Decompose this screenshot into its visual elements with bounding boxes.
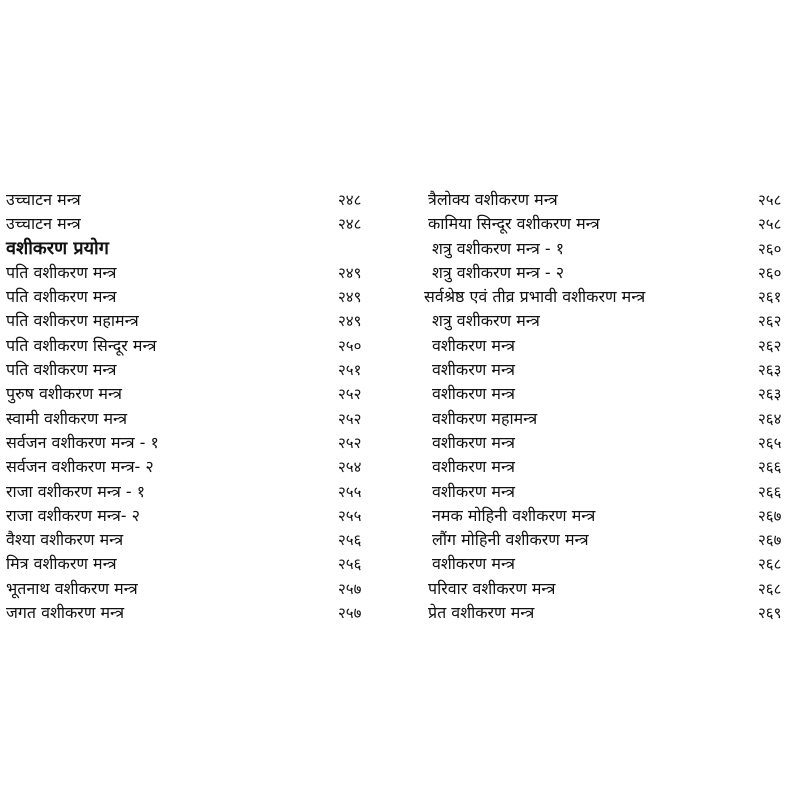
entry-title: स्वामी वशीकरण मन्त्र [6, 408, 128, 428]
entry-page-number: २६२ [758, 312, 782, 331]
entry-page-number: २४८ [338, 191, 362, 209]
entry-title: शत्रु वशीकरण मन्त्र - १ [432, 238, 565, 258]
entry-title: लौंग मोहिनी वशीकरण मन्त्र [432, 530, 589, 550]
index-entry [418, 528, 794, 552]
index-entry [418, 504, 794, 528]
entry-page-number: २५७ [338, 579, 362, 598]
entry-title: वैश्या वशीकरण मन्त्र [6, 530, 124, 550]
index-entry [6, 285, 396, 309]
entry-page-number: २५८ [758, 191, 782, 209]
index-entry [418, 188, 794, 212]
index-entry [418, 261, 794, 285]
entry-page-number: २६७ [758, 531, 782, 550]
entry-title: पति वशीकरण मन्त्र [6, 287, 117, 307]
entry-page-number: २५० [338, 336, 362, 355]
left-index-column [6, 188, 396, 625]
index-entry [418, 358, 794, 382]
index-entry [6, 480, 396, 504]
entry-page-number: २५८ [758, 215, 782, 234]
entry-title: शत्रु वशीकरण मन्त्र [432, 311, 540, 331]
index-entry [418, 285, 794, 309]
entry-page-number: २५५ [338, 482, 362, 501]
index-entry [6, 188, 396, 212]
index-entry [6, 431, 396, 455]
entry-page-number: २६८ [758, 579, 782, 598]
entry-page-number: २६२ [758, 336, 782, 355]
entry-title: पति वशीकरण मन्त्र [6, 360, 117, 380]
index-entry [6, 261, 396, 285]
entry-page-number: २६१ [758, 288, 782, 307]
index-entry [418, 309, 794, 333]
entry-page-number: २४९ [338, 263, 362, 282]
entry-title: जगत वशीकरण मन्त्र [6, 603, 125, 623]
index-entry [418, 480, 794, 504]
entry-title: सर्वश्रेष्ठ एवं तीव्र प्रभावी वशीकरण मन्त्र [424, 287, 646, 307]
entry-page-number: २५६ [338, 531, 362, 550]
entry-title: पति वशीकरण सिन्दूर मन्त्र [6, 335, 157, 355]
entry-title: भूतनाथ वशीकरण मन्त्र [6, 578, 138, 598]
entry-title: वशीकरण मन्त्र [432, 384, 516, 404]
entry-page-number: २४८ [338, 215, 362, 234]
index-entry [418, 407, 794, 431]
index-entry [418, 431, 794, 455]
entry-title: कामिया सिन्दूर वशीकरण मन्त्र [428, 214, 600, 234]
entry-page-number: २५१ [338, 361, 362, 380]
entry-title: पति वशीकरण मन्त्र [6, 262, 117, 282]
entry-title: नमक मोहिनी वशीकरण मन्त्र [432, 505, 596, 525]
entry-title: वशीकरण मन्त्र [432, 360, 516, 380]
entry-title: वशीकरण मन्त्र [432, 432, 516, 452]
section-heading-title: वशीकरण प्रयोग [6, 237, 109, 259]
index-entry [6, 528, 396, 552]
index-entry [6, 407, 396, 431]
index-entry [6, 334, 396, 358]
index-entry [6, 455, 396, 479]
index-entry [418, 455, 794, 479]
entry-page-number: २५२ [338, 433, 362, 452]
entry-page-number: २६४ [758, 409, 782, 428]
entry-page-number: २६० [758, 239, 782, 258]
index-entry [6, 382, 396, 406]
entry-page-number: २६३ [758, 385, 782, 404]
entry-page-number: २६६ [758, 458, 782, 477]
section-heading [6, 237, 396, 261]
index-entry [6, 309, 396, 333]
index-entry [418, 552, 794, 576]
entry-title: वशीकरण महामन्त्र [432, 408, 538, 428]
index-entry [418, 212, 794, 236]
entry-page-number: २६८ [758, 555, 782, 574]
entry-page-number: २५५ [338, 506, 362, 525]
entry-page-number: २४९ [338, 288, 362, 307]
entry-title: सर्वजन वशीकरण मन्त्र - १ [6, 432, 159, 452]
entry-title: मित्र वशीकरण मन्त्र [6, 554, 117, 574]
entry-page-number: २६९ [758, 604, 782, 623]
entry-title: पति वशीकरण महामन्त्र [6, 311, 139, 331]
entry-page-number: २६३ [758, 361, 782, 380]
index-entry [6, 504, 396, 528]
entry-title: वशीकरण मन्त्र [432, 457, 516, 477]
entry-title: राजा वशीकरण मन्त्र - १ [6, 481, 146, 501]
entry-page-number: २४९ [338, 312, 362, 331]
entry-title: वशीकरण मन्त्र [432, 481, 516, 501]
entry-page-number: २५६ [338, 555, 362, 574]
index-entry [418, 577, 794, 601]
entry-title: पुरुष वशीकरण मन्त्र [6, 384, 122, 404]
entry-title: त्रैलोक्य वशीकरण मन्त्र [428, 190, 558, 209]
index-entry [6, 601, 396, 625]
index-entry [418, 334, 794, 358]
index-entry [6, 552, 396, 576]
entry-page-number: २६७ [758, 506, 782, 525]
entry-title: उच्चाटन मन्त्र [6, 190, 81, 209]
entry-title: शत्रु वशीकरण मन्त्र - २ [432, 262, 565, 282]
entry-title: परिवार वशीकरण मन्त्र [428, 578, 556, 598]
entry-page-number: २५७ [338, 604, 362, 623]
index-entry [6, 212, 396, 236]
entry-title: राजा वशीकरण मन्त्र- २ [6, 505, 140, 525]
entry-page-number: २५२ [338, 409, 362, 428]
entry-title: उच्चाटन मन्त्र [6, 214, 81, 234]
entry-page-number: २५२ [338, 385, 362, 404]
entry-title: वशीकरण मन्त्र [432, 554, 516, 574]
entry-page-number: २६० [758, 263, 782, 282]
index-entry [418, 601, 794, 625]
index-entry [418, 382, 794, 406]
entry-title: प्रेत वशीकरण मन्त्र [428, 603, 535, 623]
index-entry [6, 577, 396, 601]
right-index-column [418, 188, 794, 625]
entry-title: सर्वजन वशीकरण मन्त्र- २ [6, 457, 154, 477]
index-entry [6, 358, 396, 382]
entry-page-number: २६५ [758, 433, 782, 452]
entry-title: वशीकरण मन्त्र [432, 335, 516, 355]
index-entry [418, 237, 794, 261]
entry-page-number: २६६ [758, 482, 782, 501]
entry-page-number: २५४ [338, 458, 362, 477]
